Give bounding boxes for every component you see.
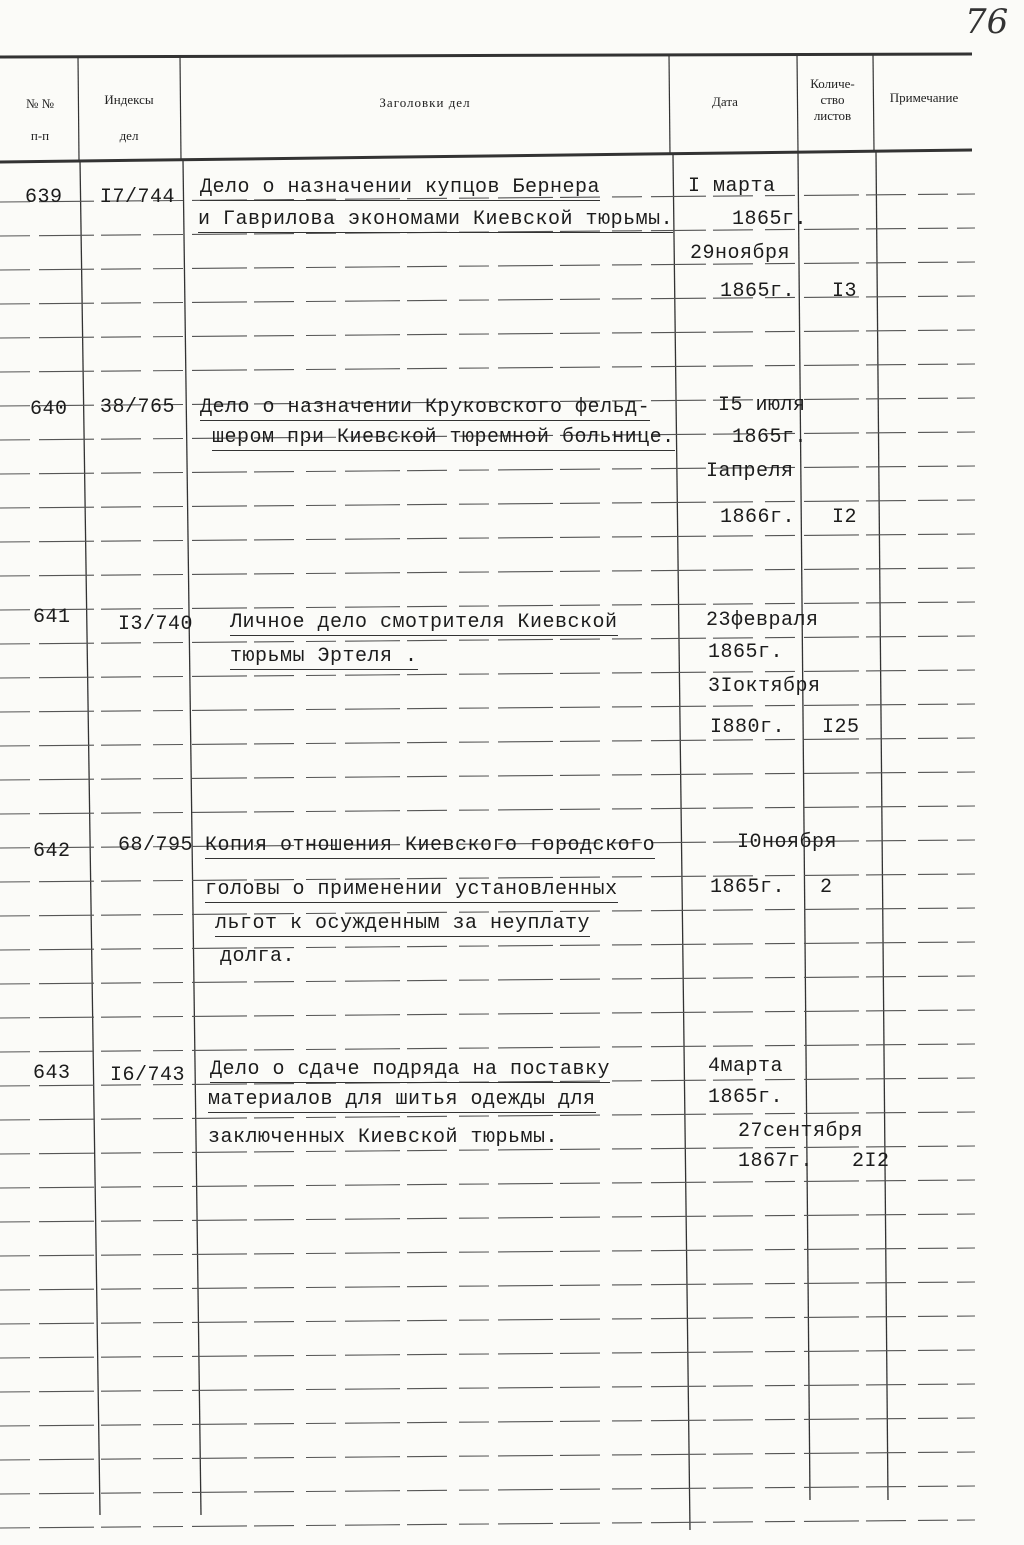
- ruled-line: [0, 1248, 975, 1256]
- row-643-date-2: 1865г.: [708, 1086, 784, 1109]
- header-index: Индексы дел: [104, 92, 154, 143]
- ruled-line: [0, 330, 975, 338]
- row-643-title-line-2: материалов для шитья одежды для: [208, 1088, 596, 1111]
- header-title: Заголовки дел: [379, 95, 471, 110]
- row-642-index: 68/795: [118, 834, 194, 857]
- row-642-num: 642: [33, 840, 71, 863]
- row-641-index: I3/740: [118, 613, 194, 636]
- ruled-line: [0, 1452, 975, 1460]
- row-640-date-2: 1865г.: [732, 426, 808, 449]
- ruled-line: [0, 602, 975, 610]
- row-641-title-line-1: Личное дело смотрителя Киевской: [230, 611, 618, 634]
- row-641-date-1: 23февраля: [706, 609, 819, 632]
- row-641-date-4: I880г.: [710, 716, 786, 739]
- ruled-line: [0, 670, 975, 678]
- row-640-date-3: Iапреля: [706, 460, 794, 483]
- ruled-line: [0, 262, 975, 270]
- ruled-line: [0, 976, 975, 984]
- row-639-date-2: 1865г.: [732, 208, 808, 231]
- ruled-line: [0, 364, 975, 372]
- header-note: Примечание: [889, 90, 959, 105]
- ruled-line: [0, 636, 975, 644]
- ruled-line: [0, 1112, 975, 1120]
- row-639-date-3: 29ноября: [690, 242, 791, 265]
- row-642-title-line-1: Копия отношения Киевского городского: [205, 834, 656, 857]
- ruled-line: [0, 1418, 975, 1426]
- ruled-line: [0, 568, 975, 576]
- ruled-line: [0, 1214, 975, 1222]
- row-639-num: 639: [25, 186, 63, 209]
- ruled-line: [0, 806, 975, 814]
- ruled-line: [0, 466, 975, 474]
- row-639-sheets: I3: [832, 280, 858, 303]
- row-642-sheets: 2: [820, 876, 833, 899]
- ruled-line: [0, 500, 975, 508]
- row-643-date-1: 4марта: [708, 1055, 784, 1078]
- ruled-line: [0, 296, 975, 304]
- row-639-title-line-1: Дело о назначении купцов Бернера: [200, 176, 601, 199]
- ruled-line: [0, 1350, 975, 1358]
- header-sheets: Количе- ство листов: [810, 76, 855, 123]
- row-640-sheets: I2: [832, 506, 858, 529]
- row-643-index: I6/743: [110, 1064, 186, 1087]
- ruled-line: [0, 1384, 975, 1392]
- row-639-title-line-2: и Гаврилова экономами Киевской тюрьмы.: [198, 208, 674, 231]
- ruled-line: [0, 704, 975, 712]
- ruled-line: [0, 1180, 975, 1188]
- row-643-num: 643: [33, 1062, 71, 1085]
- row-640-date-4: 1866г.: [720, 506, 796, 529]
- row-640-date-1: I5 июля: [718, 394, 806, 417]
- row-643-date-3: 27сентября: [738, 1120, 864, 1143]
- row-641-date-3: 3Iоктября: [708, 675, 821, 698]
- row-639-index: I7/744: [100, 186, 176, 209]
- row-643-title-line-1: Дело о сдаче подряда на поставку: [210, 1058, 611, 1081]
- row-643-date-4: 1867г.: [738, 1150, 814, 1173]
- row-642-title-line-4: долга.: [220, 945, 296, 968]
- row-641-title-line-2: тюрьмы Эртеля .: [230, 645, 418, 668]
- row-643-title-line-3: заключенных Киевской тюрьмы.: [208, 1126, 559, 1149]
- row-641-num: 641: [33, 606, 71, 629]
- ruled-line: [0, 1486, 975, 1494]
- page-number: 76: [965, 2, 1009, 42]
- ruled-line: [0, 772, 975, 780]
- header-num: № № п-п: [25, 96, 55, 143]
- row-640-num: 640: [30, 398, 68, 421]
- ruled-line: [0, 1282, 975, 1290]
- row-643-sheets: 2I2: [852, 1150, 890, 1173]
- row-639-date-4: 1865г.: [720, 280, 796, 303]
- row-641-date-2: 1865г.: [708, 641, 784, 664]
- row-642-title-line-3: льгот к осужденным за неуплату: [215, 912, 591, 935]
- row-639-date-1: I марта: [688, 175, 776, 198]
- ruled-line: [0, 1044, 975, 1052]
- row-640-title-line-1: Дело о назначении Круковского фельд-: [200, 396, 651, 419]
- ruled-line: [0, 1010, 975, 1018]
- row-640-index: 38/765: [100, 396, 176, 419]
- header-date: Дата: [712, 94, 738, 109]
- ruled-line: [0, 534, 975, 542]
- ruled-line: [0, 1316, 975, 1324]
- row-642-date-1: I0ноября: [737, 831, 838, 854]
- ruled-line: [0, 942, 975, 950]
- ruled-line: [0, 1520, 975, 1528]
- row-640-title-line-2: шером при Киевской тюремной больнице.: [212, 426, 675, 449]
- row-641-sheets: I25: [822, 716, 860, 739]
- row-642-title-line-2: головы о применении установленных: [205, 878, 618, 901]
- row-642-date-2: 1865г.: [710, 876, 786, 899]
